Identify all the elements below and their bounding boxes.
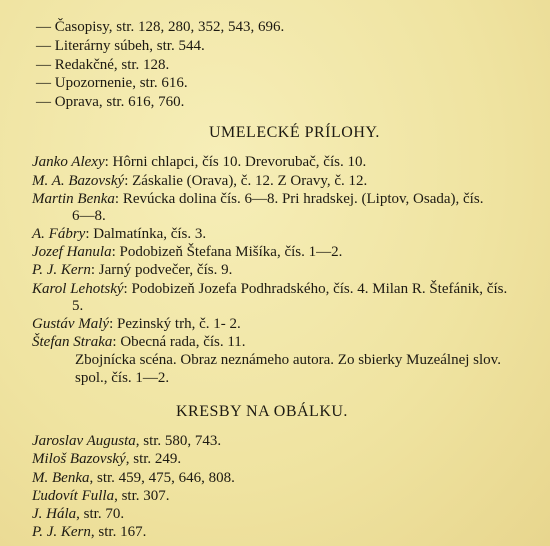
list-item <box>32 172 537 190</box>
entry-text: , str. 459, 475, 646, 808. <box>89 470 235 486</box>
entry-text: , str. 70. <box>76 506 125 522</box>
list-item <box>32 153 537 171</box>
entry-text: , str. 580, 743. <box>135 433 222 449</box>
list-item <box>32 450 537 468</box>
list-item <box>32 225 537 243</box>
author-name: M. Benka <box>32 470 90 486</box>
list-item <box>32 523 537 541</box>
author-name: Jozef Hanula <box>32 244 112 260</box>
author-name: P. J. Kern <box>32 524 91 540</box>
entry-text: , str. 307. <box>114 488 170 504</box>
entry-text: : Podobizeň Štefana Mišíka, čís. 1—2. <box>111 244 343 260</box>
author-name: Martin Benka <box>32 191 115 207</box>
entry-continuation: spol., čís. 1—2. <box>75 370 170 386</box>
entry-text: : Obecná rada, čís. 11. <box>112 334 246 350</box>
entry-text: : Jarný podvečer, čís. 9. <box>90 262 233 278</box>
author-name: J. Hála <box>32 506 77 522</box>
section-heading: UMELECKÉ PRÍLOHY. <box>209 124 380 141</box>
list-item <box>32 333 537 351</box>
list-item <box>32 469 537 487</box>
entry-continuation: 6—8. <box>72 208 106 224</box>
author-name: Miloš Bazovský <box>32 451 126 467</box>
list-item: — Oprava, str. 616, 760. <box>36 94 185 110</box>
entry-text: , str. 167. <box>90 524 147 540</box>
author-name: Gustáv Malý <box>32 316 110 332</box>
entry-text: : Podobizeň Jozefa Podhradského, čís. 4. Milan R. Štefánik, čís. <box>123 281 508 297</box>
author-name: A. Fábry <box>32 226 86 242</box>
list-item: — Literárny súbeh, str. 544. <box>36 38 205 54</box>
author-name: M. A. Bazovský <box>32 173 125 189</box>
list-item <box>32 243 537 261</box>
list-item: — Upozornenie, str. 616. <box>36 75 188 91</box>
author-name: Štefan Straka <box>32 334 113 350</box>
list-item <box>32 280 537 298</box>
author-name: Karol Lehotský <box>32 281 124 297</box>
list-item <box>32 190 537 208</box>
entry-text: : Dalmatínka, čís. 3. <box>85 226 207 242</box>
list-item <box>32 487 537 505</box>
author-name: Jaroslav Augusta <box>32 433 136 449</box>
entry-text: , str. 249. <box>125 451 182 467</box>
entry-text: : Hôrni chlapci, čís 10. Drevorubač, čís. 10. <box>104 154 367 170</box>
section-heading: KRESBY NA OBÁLKU. <box>176 403 348 420</box>
author-name: Ľudovít Fulla <box>32 488 115 504</box>
entry-continuation: 5. <box>72 298 84 314</box>
entry-text: : Záskalie (Orava), č. 12. Z Oravy, č. 12. <box>124 173 368 189</box>
entry-text: : Pezinský trh, č. 1- 2. <box>109 316 241 332</box>
list-item <box>32 261 537 279</box>
list-item <box>32 315 537 333</box>
list-item <box>32 505 537 523</box>
author-name: Janko Alexy <box>32 154 105 170</box>
entry-continuation: Zbojnícka scéna. Obraz neznámeho autora. Zo sbierky Muzeálnej slov. <box>75 352 501 368</box>
entry-text: : Revúcka dolina čís. 6—8. Pri hradskej. (Liptov, Osada), čís. <box>114 191 484 207</box>
list-item <box>32 432 537 450</box>
list-item: — Redakčné, str. 128. <box>36 57 170 73</box>
author-name: P. J. Kern <box>32 262 91 278</box>
list-item: — Časopisy, str. 128, 280, 352, 543, 696. <box>36 19 285 35</box>
